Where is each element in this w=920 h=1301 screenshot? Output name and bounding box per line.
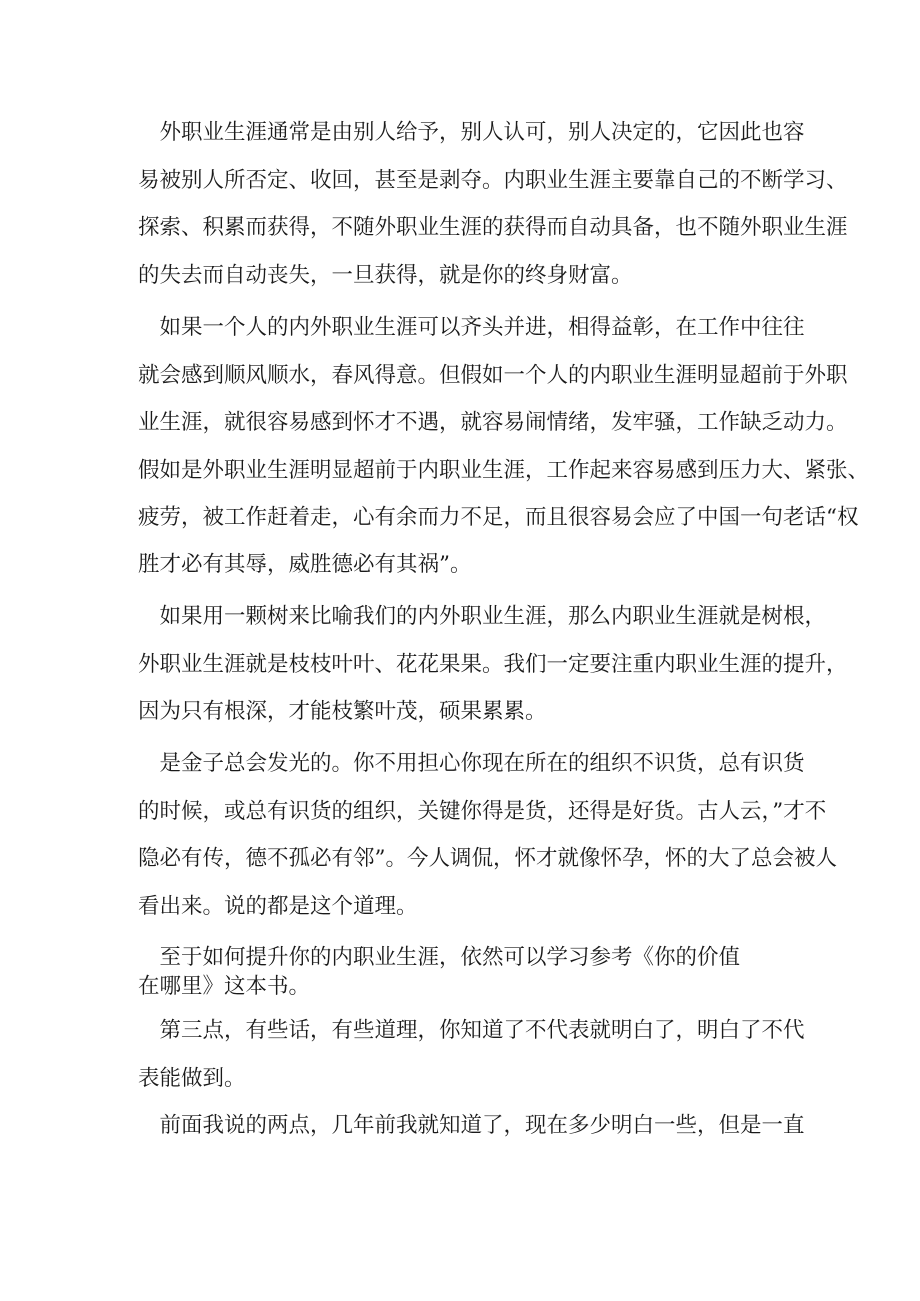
text-line: 胜才必有其辱，威胜德必有其祸”。 [138, 552, 472, 577]
text-line: 第三点，有些话，有些道理，你知道了不代表就明白了，明白了不代 [138, 1018, 805, 1043]
text-line: 疲劳，被工作赶着走，心有余而力不足，而且很容易会应了中国一句老话“权 [138, 505, 859, 530]
text-line: 在哪里》这本书。 [138, 974, 311, 999]
text-line: 如果一个人的内外职业生涯可以齐头并进，相得益彰，在工作中往往 [138, 315, 805, 340]
text-line: 探索、积累而获得，不随外职业生涯的获得而自动具备，也不随外职业生涯 [138, 215, 848, 240]
text-line: 隐必有传，德不孤必有邻”。今人调侃，怀才就像怀孕，怀的大了总会被人 [138, 846, 837, 871]
text-line: 如果用一颗树来比喻我们的内外职业生涯，那么内职业生涯就是树根， [138, 604, 827, 629]
text-line: 易被别人所否定、收回，甚至是剥夺。内职业生涯主要靠自己的不断学习、 [138, 168, 848, 193]
text-line: 前面我说的两点，几年前我就知道了，现在多少明白一些，但是一直 [138, 1113, 805, 1138]
text-line: 是金子总会发光的。你不用担心你现在所在的组织不识货，总有识货 [138, 751, 805, 776]
text-line: 外职业生涯通常是由别人给予，别人认可，别人决定的，它因此也容 [138, 120, 805, 145]
text-line: 表能做到。 [138, 1066, 246, 1091]
text-line: 至于如何提升你的内职业生涯，依然可以学习参考《你的价值 [138, 945, 741, 970]
text-line: 的时候，或总有识货的组织，关键你得是货，还得是好货。古人云，”才不 [138, 799, 827, 824]
text-line: 的失去而自动丧失，一旦获得，就是你的终身财富。 [138, 263, 633, 288]
text-line: 就会感到顺风顺水，春风得意。但假如一个人的内职业生涯明显超前于外职 [138, 363, 848, 388]
text-line: 外职业生涯就是枝枝叶叶、花花果果。我们一定要注重内职业生涯的提升， [138, 652, 848, 677]
text-line: 假如是外职业生涯明显超前于内职业生涯，工作起来容易感到压力大、紧张、 [138, 458, 870, 483]
text-line: 看出来。说的都是这个道理。 [138, 894, 418, 919]
text-line: 业生涯，就很容易感到怀才不遇，就容易闹情绪，发牢骚，工作缺乏动力。 [138, 410, 848, 435]
text-line: 因为只有根深，才能枝繁叶茂，硕果累累。 [138, 699, 547, 724]
